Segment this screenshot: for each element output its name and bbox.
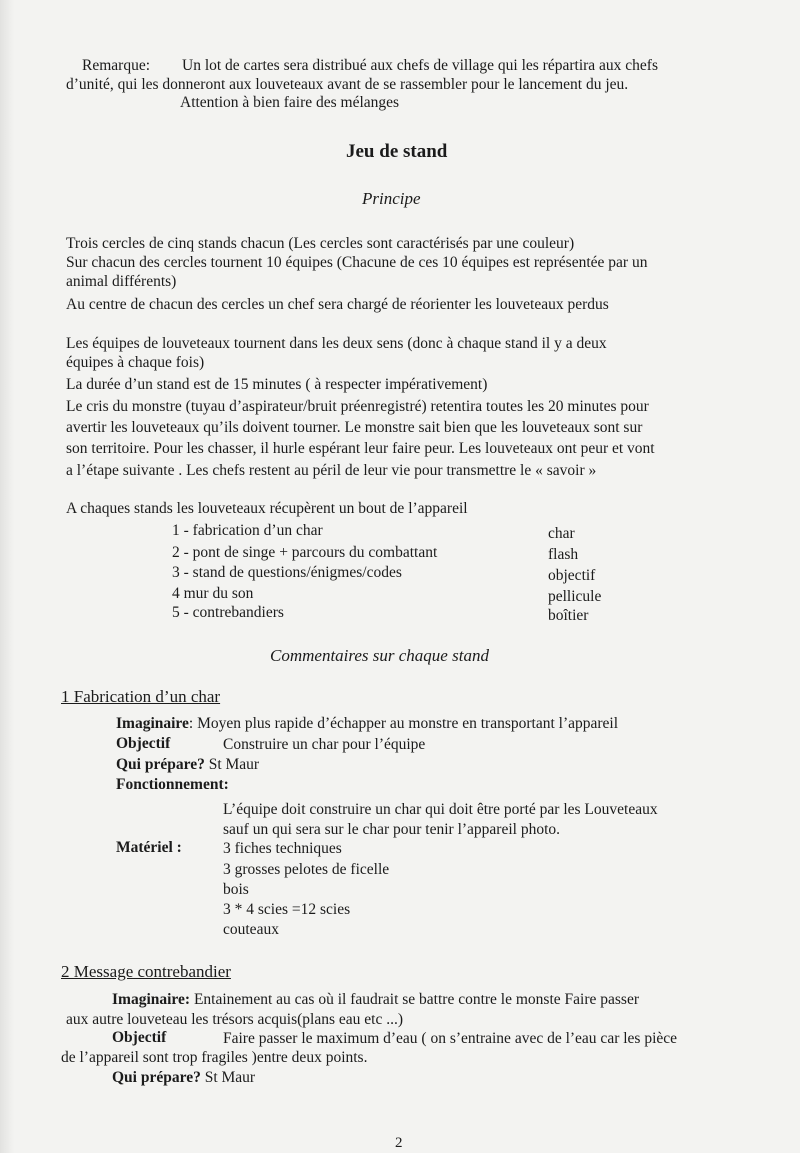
principe-line: animal différents) — [66, 273, 177, 290]
page-title: Jeu de stand — [346, 141, 448, 162]
scan-edge-shadow — [0, 0, 14, 1153]
stand-label: 4 mur du son — [172, 585, 254, 602]
materiel-item: 3 fiches techniques — [223, 840, 342, 857]
principe-line: Le cris du monstre (tuyau d’aspirateur/bruit préenregistré) retentira toutes les 20 minutes pour — [66, 398, 649, 415]
imaginaire-text: : Moyen plus rapide d’échapper au monstre en transportant l’appareil — [188, 715, 619, 732]
principe-line: Les équipes de louveteaux tournent dans les deux sens (donc à chaque stand il y a deux — [66, 335, 607, 352]
principe-line: avertir les louveteaux qu’ils doivent tourner. Le monstre sait bien que les louveteaux sont sur — [66, 419, 643, 436]
imaginaire-label: Imaginaire — [116, 715, 189, 732]
fonctionnement-label: Fonctionnement: — [116, 776, 229, 793]
section-1-imaginaire — [116, 714, 618, 733]
objectif-line-2: de l’appareil sont trop fragiles )entre deux points. — [61, 1049, 368, 1066]
materiel-item: couteaux — [223, 921, 279, 938]
remarque-line-1: Un lot de cartes sera distribué aux chefs de village qui les répartira aux chefs — [182, 57, 659, 74]
principe-line: Trois cercles de cinq stands chacun (Les cercles sont caractérisés par une couleur) — [66, 235, 575, 252]
principe-line: a l’étape suivante . Les chefs restent au péril de leur vie pour transmettre le « savoir » — [66, 462, 597, 479]
principe-line: son territoire. Pour les chasser, il hurle espérant leur faire peur. Les louveteaux ont peur et vont — [66, 440, 655, 457]
stand-part: boîtier — [548, 607, 589, 624]
imaginaire-text: Entainement au cas où il faudrait se battre contre le monste Faire passer — [193, 991, 639, 1008]
commentaires-heading: Commentaires sur chaque stand — [270, 646, 489, 665]
principe-heading: Principe — [362, 189, 421, 208]
stand-part: pellicule — [548, 588, 602, 605]
materiel-label: Matériel : — [116, 839, 182, 856]
stand-part: flash — [548, 546, 579, 563]
materiel-item: 3 * 4 scies =12 scies — [223, 901, 351, 918]
stand-label: 2 - pont de singe + parcours du combattant — [172, 544, 438, 561]
materiel-item: bois — [223, 881, 249, 898]
qui-label: Qui prépare? — [116, 756, 205, 773]
section-2-qui — [112, 1068, 255, 1087]
section-1-qui — [116, 755, 259, 774]
objectif-label: Objectif — [116, 735, 171, 752]
objectif-text: Faire passer le maximum d’eau ( on s’entraine avec de l’eau car les pièce — [223, 1030, 678, 1047]
stand-label: 1 - fabrication d’un char — [172, 522, 323, 539]
stand-part: objectif — [548, 567, 596, 584]
section-2-imaginaire — [112, 990, 639, 1009]
principe-line: A chaques stands les louveteaux récupèrent un bout de l’appareil — [66, 500, 468, 517]
stand-label: 3 - stand de questions/énigmes/codes — [172, 564, 402, 581]
materiel-item: 3 grosses pelotes de ficelle — [223, 861, 390, 878]
remarque-line-2: d’unité, qui les donneront aux louveteaux avant de se rassembler pour le lancement du jeu. — [66, 76, 629, 93]
fonctionnement-line: sauf un qui sera sur le char pour tenir l’appareil photo. — [223, 821, 561, 838]
principe-line: Au centre de chacun des cercles un chef sera chargé de réorienter les louveteaux perdus — [66, 296, 609, 313]
section-2-heading: 2 Message contrebandier — [61, 962, 231, 981]
principe-line: équipes à chaque fois) — [66, 354, 205, 371]
qui-text: St Maur — [204, 1069, 256, 1086]
imaginaire-line-2: aux autre louveteau les trésors acquis(plans eau etc ...) — [66, 1011, 403, 1028]
remarque-line-3: Attention à bien faire des mélanges — [180, 94, 400, 111]
objectif-text: Construire un char pour l’équipe — [223, 736, 426, 753]
objectif-label: Objectif — [112, 1029, 167, 1046]
remarque-label: Remarque: — [82, 57, 151, 74]
principe-line: La durée d’un stand est de 15 minutes ( à respecter impérativement) — [66, 376, 488, 393]
imaginaire-label: Imaginaire: — [112, 991, 191, 1008]
stand-part: char — [548, 525, 575, 542]
section-1-heading: 1 Fabrication d’un char — [61, 687, 221, 706]
fonctionnement-line: L’équipe doit construire un char qui doit être porté par les Louveteaux — [223, 801, 658, 818]
page-number: 2 — [395, 1135, 403, 1151]
stand-label: 5 - contrebandiers — [172, 604, 284, 621]
qui-text: St Maur — [208, 756, 260, 773]
principe-line: Sur chacun des cercles tournent 10 équipes (Chacune de ces 10 équipes est représentée par un — [66, 254, 648, 271]
qui-label: Qui prépare? — [112, 1069, 201, 1086]
